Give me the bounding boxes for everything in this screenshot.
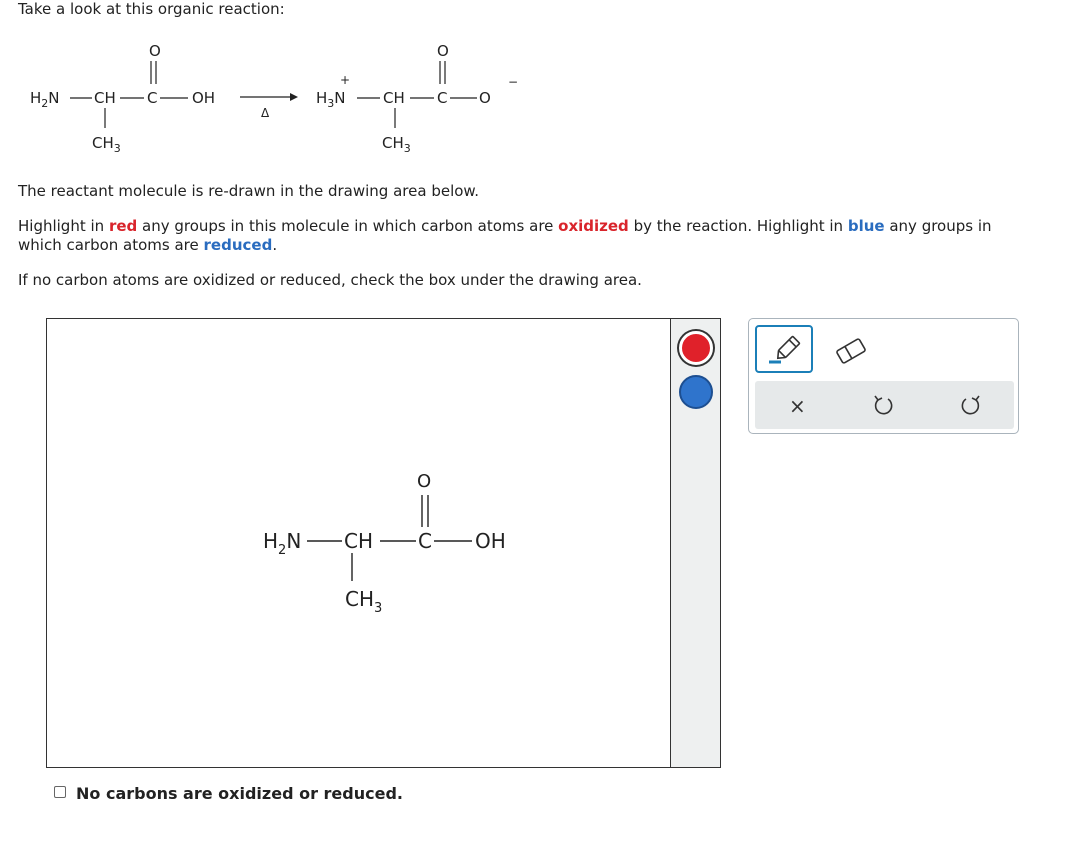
pen-tool-button[interactable] [755, 325, 813, 373]
undo-button[interactable] [867, 389, 899, 421]
instruction-line-1: Highlight in red any groups in this molecule in which carbon atoms are oxidized by the reaction. Highlight in blue any groups in [18, 217, 992, 235]
canvas-carbonyl-o[interactable]: O [417, 471, 432, 492]
pen-icon [757, 327, 811, 371]
product-ch: CH [383, 89, 405, 107]
product-plus: + [340, 73, 351, 87]
reactant-c: C [147, 89, 158, 107]
reactant-ch: CH [94, 89, 116, 107]
color-palette [670, 318, 721, 768]
clear-button[interactable] [781, 389, 813, 421]
product-minus: − [508, 75, 519, 89]
product-ch3: $CH_3$ [382, 134, 411, 155]
canvas-molecule[interactable] [47, 319, 670, 767]
red-keyword: red [108, 217, 138, 235]
action-row [755, 381, 1014, 429]
redo-icon [955, 389, 987, 421]
product-h3n: $H_3N$ [316, 89, 346, 110]
eraser-icon[interactable] [831, 329, 871, 369]
reactant-carbonyl-o: O [149, 42, 161, 60]
intro-text: Take a look at this organic reaction: [18, 0, 285, 18]
clear-icon: × [789, 394, 806, 418]
drawing-area[interactable] [46, 318, 670, 768]
blue-color-swatch[interactable] [679, 375, 713, 409]
canvas-h2n[interactable]: $H_2N$ [263, 529, 302, 558]
no-change-note: If no carbon atoms are oxidized or reduced, check the box under the drawing area. [18, 271, 642, 289]
oxidized-keyword: oxidized [558, 217, 629, 235]
reaction-scheme [0, 36, 560, 166]
product-c: C [437, 89, 448, 107]
canvas-c[interactable]: C [418, 529, 432, 553]
red-color-swatch[interactable] [679, 331, 713, 365]
blue-keyword: blue [847, 217, 885, 235]
canvas-oh[interactable]: OH [475, 529, 506, 553]
heat-condition: Δ [261, 106, 270, 120]
no-change-checkbox[interactable] [54, 786, 66, 798]
reduced-keyword: reduced [203, 236, 273, 254]
redrawn-note: The reactant molecule is re-drawn in the drawing area below. [18, 182, 480, 200]
product-o-minus: O [479, 89, 491, 107]
toolbox [748, 318, 1019, 434]
redo-button[interactable] [955, 389, 987, 421]
canvas-ch[interactable]: CH [344, 529, 374, 553]
reactant-ch3: $CH_3$ [92, 134, 121, 155]
undo-icon [867, 389, 899, 421]
instruction-line-2: which carbon atoms are reduced. [18, 236, 278, 254]
no-change-checkbox-label[interactable]: No carbons are oxidized or reduced. [76, 784, 403, 803]
product-carbonyl-o: O [437, 42, 449, 60]
canvas-ch3[interactable]: $CH_3$ [345, 587, 383, 616]
reactant-h2n: $H_2N$ [30, 89, 60, 110]
reactant-oh: OH [192, 89, 216, 107]
